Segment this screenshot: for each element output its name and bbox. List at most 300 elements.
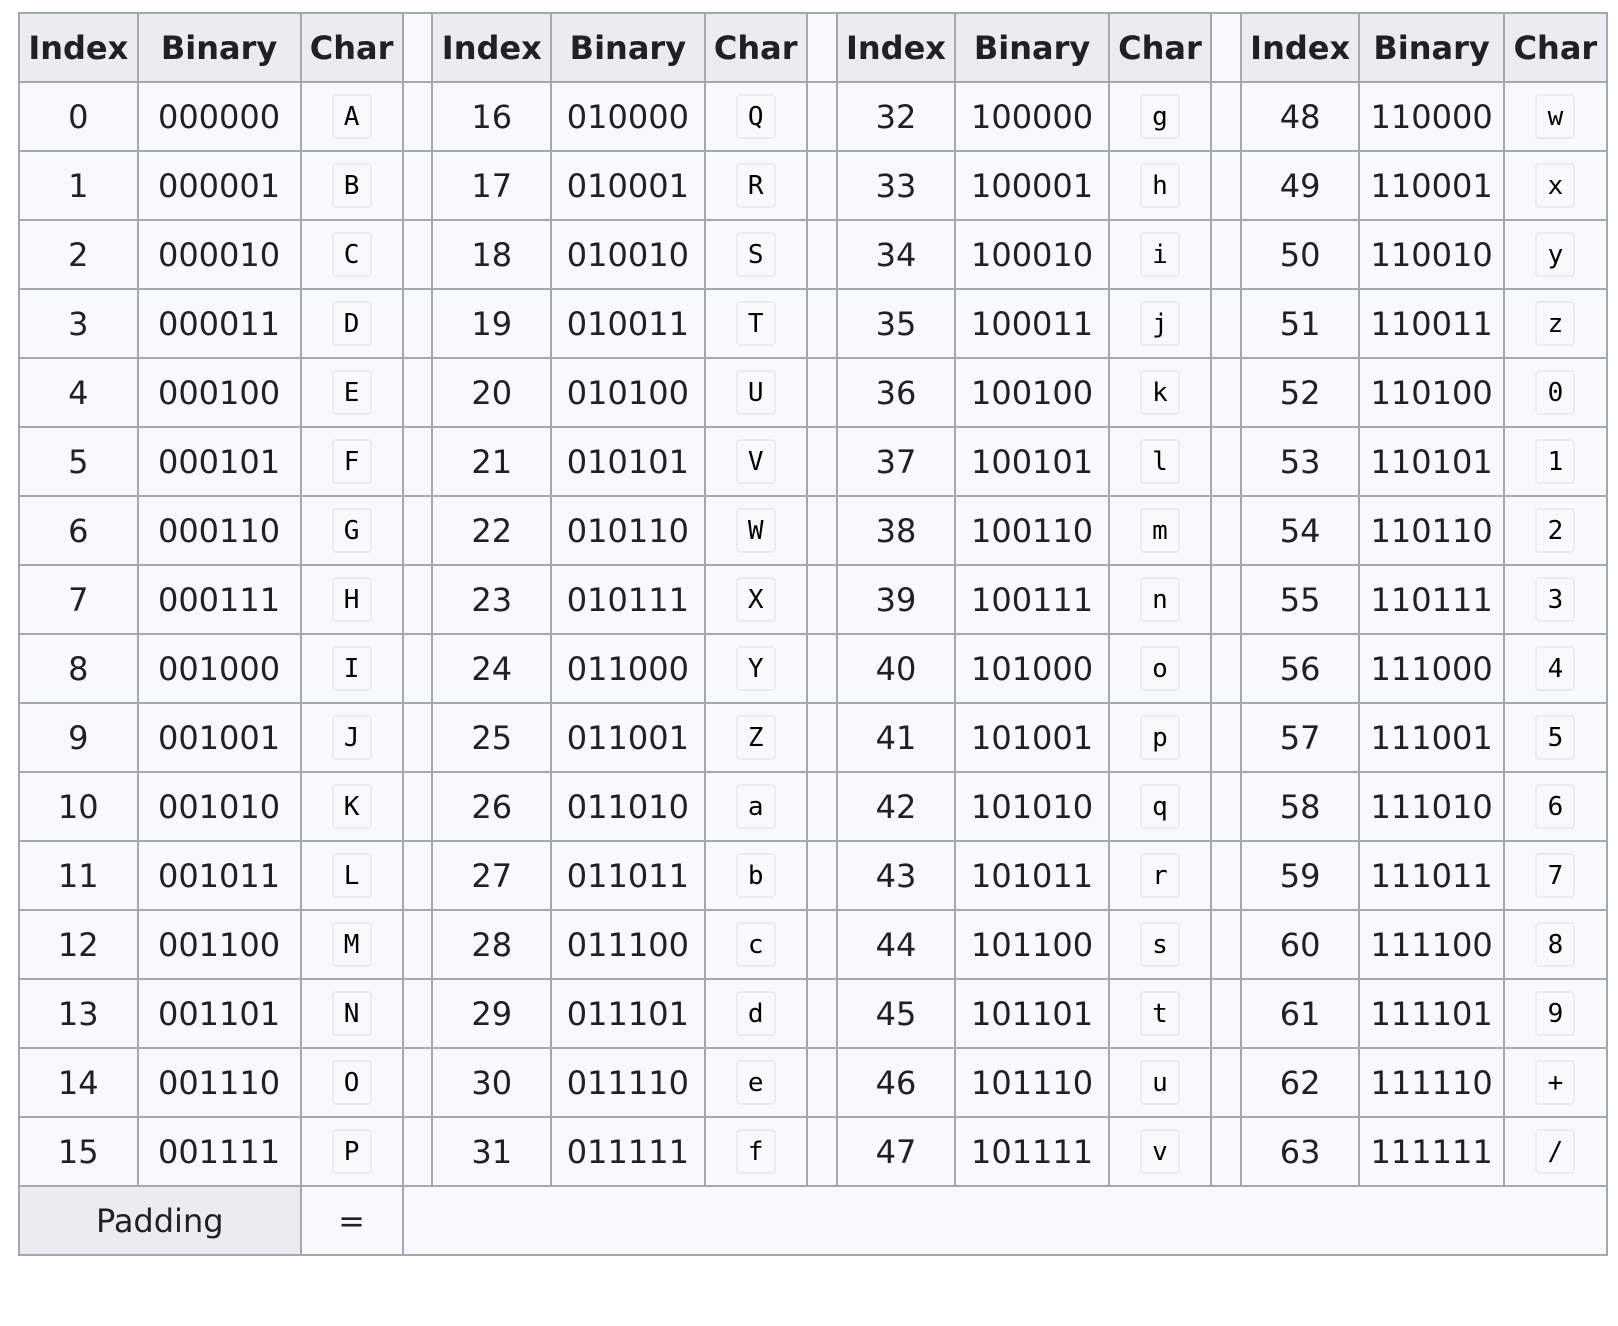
group-separator — [1211, 220, 1241, 289]
table-row — [19, 979, 1607, 1048]
binary-cell: 111100 — [1359, 910, 1503, 979]
index-cell: 12 — [19, 910, 138, 979]
char-cell — [301, 910, 403, 979]
char-code: c — [736, 922, 776, 967]
group-separator — [1211, 910, 1241, 979]
char-code: I — [332, 646, 372, 691]
index-cell: 63 — [1241, 1117, 1360, 1186]
char-cell — [705, 979, 807, 1048]
binary-cell: 001110 — [138, 1048, 301, 1117]
binary-cell: 110100 — [1359, 358, 1503, 427]
index-cell: 26 — [432, 772, 551, 841]
table-row — [19, 82, 1607, 151]
char-cell — [1504, 841, 1607, 910]
index-cell: 4 — [19, 358, 138, 427]
char-cell — [1109, 910, 1211, 979]
char-cell — [301, 496, 403, 565]
padding-filler — [403, 1186, 1607, 1255]
char-cell — [1109, 82, 1211, 151]
group-separator — [807, 496, 837, 565]
index-cell: 50 — [1241, 220, 1360, 289]
header-row — [19, 13, 1607, 82]
char-code: x — [1535, 163, 1575, 208]
char-code: m — [1140, 508, 1180, 553]
index-cell: 20 — [432, 358, 551, 427]
char-code: u — [1140, 1060, 1180, 1105]
group-separator — [807, 13, 837, 82]
group-separator — [403, 151, 433, 220]
group-separator — [1211, 1117, 1241, 1186]
char-cell — [705, 496, 807, 565]
index-cell: 43 — [837, 841, 956, 910]
char-cell — [1109, 634, 1211, 703]
char-cell — [705, 772, 807, 841]
char-code: 8 — [1535, 922, 1575, 967]
index-cell: 7 — [19, 565, 138, 634]
binary-cell: 001001 — [138, 703, 301, 772]
char-code: E — [332, 370, 372, 415]
char-code: q — [1140, 784, 1180, 829]
group-separator — [1211, 565, 1241, 634]
char-cell — [705, 565, 807, 634]
index-cell: 53 — [1241, 427, 1360, 496]
group-separator — [1211, 13, 1241, 82]
char-code: F — [332, 439, 372, 484]
char-code: X — [736, 577, 776, 622]
binary-cell: 011111 — [551, 1117, 705, 1186]
index-cell: 15 — [19, 1117, 138, 1186]
binary-cell: 111011 — [1359, 841, 1503, 910]
char-code: j — [1140, 301, 1180, 346]
binary-cell: 101001 — [955, 703, 1109, 772]
char-cell — [705, 703, 807, 772]
binary-cell: 110101 — [1359, 427, 1503, 496]
index-cell: 9 — [19, 703, 138, 772]
binary-cell: 000011 — [138, 289, 301, 358]
binary-cell: 010111 — [551, 565, 705, 634]
index-cell: 32 — [837, 82, 956, 151]
group-separator — [1211, 496, 1241, 565]
char-cell — [301, 289, 403, 358]
index-cell: 24 — [432, 634, 551, 703]
binary-cell: 100001 — [955, 151, 1109, 220]
padding-char: = — [301, 1186, 403, 1255]
binary-cell: 101011 — [955, 841, 1109, 910]
char-code: e — [736, 1060, 776, 1105]
index-cell: 47 — [837, 1117, 956, 1186]
group-separator — [403, 13, 433, 82]
group-separator — [403, 841, 433, 910]
index-cell: 28 — [432, 910, 551, 979]
binary-cell: 101010 — [955, 772, 1109, 841]
binary-cell: 100011 — [955, 289, 1109, 358]
char-code: U — [736, 370, 776, 415]
table-row — [19, 703, 1607, 772]
padding-label: Padding — [19, 1186, 301, 1255]
group-separator — [1211, 979, 1241, 1048]
group-separator — [807, 358, 837, 427]
index-cell: 11 — [19, 841, 138, 910]
index-cell: 40 — [837, 634, 956, 703]
index-cell: 35 — [837, 289, 956, 358]
index-cell: 46 — [837, 1048, 956, 1117]
char-cell — [1109, 565, 1211, 634]
char-cell — [1109, 496, 1211, 565]
header-binary-g3: Binary — [1359, 13, 1503, 82]
table-body — [19, 82, 1607, 1255]
char-cell — [301, 565, 403, 634]
index-cell: 1 — [19, 151, 138, 220]
char-code: 2 — [1535, 508, 1575, 553]
char-code: L — [332, 853, 372, 898]
group-separator — [403, 358, 433, 427]
char-code: K — [332, 784, 372, 829]
group-separator — [1211, 427, 1241, 496]
group-separator — [403, 703, 433, 772]
binary-cell: 011001 — [551, 703, 705, 772]
char-code: f — [736, 1129, 776, 1174]
binary-cell: 110110 — [1359, 496, 1503, 565]
group-separator — [1211, 1048, 1241, 1117]
header-index-g3: Index — [1241, 13, 1360, 82]
binary-cell: 011100 — [551, 910, 705, 979]
group-separator — [807, 82, 837, 151]
binary-cell: 011101 — [551, 979, 705, 1048]
binary-cell: 100110 — [955, 496, 1109, 565]
index-cell: 49 — [1241, 151, 1360, 220]
binary-cell: 001101 — [138, 979, 301, 1048]
char-code: l — [1140, 439, 1180, 484]
index-cell: 30 — [432, 1048, 551, 1117]
char-code: w — [1535, 94, 1575, 139]
char-cell — [705, 427, 807, 496]
char-code: + — [1535, 1060, 1575, 1105]
table-row — [19, 151, 1607, 220]
char-cell — [1504, 82, 1607, 151]
char-cell — [1109, 979, 1211, 1048]
char-code: 6 — [1535, 784, 1575, 829]
group-separator — [807, 979, 837, 1048]
group-separator — [1211, 703, 1241, 772]
binary-cell: 101110 — [955, 1048, 1109, 1117]
index-cell: 56 — [1241, 634, 1360, 703]
char-code: M — [332, 922, 372, 967]
binary-cell: 010000 — [551, 82, 705, 151]
header-char-g1: Char — [705, 13, 807, 82]
binary-cell: 110011 — [1359, 289, 1503, 358]
group-separator — [1211, 82, 1241, 151]
char-code: 7 — [1535, 853, 1575, 898]
char-code: h — [1140, 163, 1180, 208]
char-cell — [301, 1117, 403, 1186]
table-row — [19, 289, 1607, 358]
index-cell: 51 — [1241, 289, 1360, 358]
table-row — [19, 427, 1607, 496]
char-code: A — [332, 94, 372, 139]
binary-cell: 001111 — [138, 1117, 301, 1186]
binary-cell: 000101 — [138, 427, 301, 496]
char-code: y — [1535, 232, 1575, 277]
binary-cell: 010101 — [551, 427, 705, 496]
binary-cell: 101111 — [955, 1117, 1109, 1186]
char-code: S — [736, 232, 776, 277]
binary-cell: 111010 — [1359, 772, 1503, 841]
group-separator — [403, 565, 433, 634]
index-cell: 31 — [432, 1117, 551, 1186]
binary-cell: 100101 — [955, 427, 1109, 496]
index-cell: 21 — [432, 427, 551, 496]
binary-cell: 110111 — [1359, 565, 1503, 634]
index-cell: 5 — [19, 427, 138, 496]
char-code: g — [1140, 94, 1180, 139]
header-char-g2: Char — [1109, 13, 1211, 82]
char-code: 3 — [1535, 577, 1575, 622]
header-binary-g1: Binary — [551, 13, 705, 82]
char-cell — [1504, 496, 1607, 565]
char-cell — [1504, 1048, 1607, 1117]
table-row — [19, 841, 1607, 910]
char-code: k — [1140, 370, 1180, 415]
index-cell: 25 — [432, 703, 551, 772]
char-cell — [1504, 1117, 1607, 1186]
binary-cell: 100111 — [955, 565, 1109, 634]
index-cell: 6 — [19, 496, 138, 565]
group-separator — [807, 1048, 837, 1117]
char-code: B — [332, 163, 372, 208]
index-cell: 36 — [837, 358, 956, 427]
char-code: / — [1535, 1129, 1575, 1174]
binary-cell: 110010 — [1359, 220, 1503, 289]
binary-cell: 000010 — [138, 220, 301, 289]
group-separator — [807, 841, 837, 910]
group-separator — [1211, 772, 1241, 841]
index-cell: 18 — [432, 220, 551, 289]
header-index-g1: Index — [432, 13, 551, 82]
char-cell — [301, 82, 403, 151]
char-code: H — [332, 577, 372, 622]
group-separator — [403, 289, 433, 358]
index-cell: 19 — [432, 289, 551, 358]
index-cell: 10 — [19, 772, 138, 841]
index-cell: 60 — [1241, 910, 1360, 979]
binary-cell: 001000 — [138, 634, 301, 703]
char-cell — [1109, 772, 1211, 841]
char-code: R — [736, 163, 776, 208]
char-cell — [1504, 220, 1607, 289]
binary-cell: 100000 — [955, 82, 1109, 151]
char-code: d — [736, 991, 776, 1036]
char-code: n — [1140, 577, 1180, 622]
index-cell: 58 — [1241, 772, 1360, 841]
group-separator — [403, 979, 433, 1048]
binary-cell: 000000 — [138, 82, 301, 151]
table-row — [19, 910, 1607, 979]
char-cell — [1504, 358, 1607, 427]
group-separator — [807, 1117, 837, 1186]
char-code: Y — [736, 646, 776, 691]
char-cell — [1109, 427, 1211, 496]
char-cell — [1109, 1048, 1211, 1117]
index-cell: 2 — [19, 220, 138, 289]
char-code: r — [1140, 853, 1180, 898]
char-code: 9 — [1535, 991, 1575, 1036]
char-code: W — [736, 508, 776, 553]
binary-cell: 001100 — [138, 910, 301, 979]
index-cell: 39 — [837, 565, 956, 634]
binary-cell: 111001 — [1359, 703, 1503, 772]
index-cell: 41 — [837, 703, 956, 772]
index-cell: 16 — [432, 82, 551, 151]
index-cell: 3 — [19, 289, 138, 358]
index-cell: 0 — [19, 82, 138, 151]
index-cell: 44 — [837, 910, 956, 979]
binary-cell: 001010 — [138, 772, 301, 841]
char-cell — [1504, 910, 1607, 979]
char-cell — [1109, 220, 1211, 289]
char-code: Z — [736, 715, 776, 760]
index-cell: 38 — [837, 496, 956, 565]
group-separator — [807, 151, 837, 220]
group-separator — [1211, 289, 1241, 358]
char-code: D — [332, 301, 372, 346]
index-cell: 17 — [432, 151, 551, 220]
binary-cell: 000111 — [138, 565, 301, 634]
char-code: T — [736, 301, 776, 346]
group-separator — [403, 1117, 433, 1186]
binary-cell: 011000 — [551, 634, 705, 703]
header-binary-g2: Binary — [955, 13, 1109, 82]
group-separator — [1211, 151, 1241, 220]
index-cell: 48 — [1241, 82, 1360, 151]
char-cell — [1504, 289, 1607, 358]
index-cell: 54 — [1241, 496, 1360, 565]
binary-cell: 000001 — [138, 151, 301, 220]
char-cell — [1109, 1117, 1211, 1186]
char-cell — [301, 1048, 403, 1117]
binary-cell: 101101 — [955, 979, 1109, 1048]
char-cell — [1504, 565, 1607, 634]
group-separator — [403, 82, 433, 151]
char-cell — [1504, 151, 1607, 220]
index-cell: 27 — [432, 841, 551, 910]
index-cell: 52 — [1241, 358, 1360, 427]
char-cell — [705, 1048, 807, 1117]
char-cell — [1504, 427, 1607, 496]
index-cell: 62 — [1241, 1048, 1360, 1117]
char-cell — [1504, 703, 1607, 772]
char-code: N — [332, 991, 372, 1036]
index-cell: 14 — [19, 1048, 138, 1117]
char-code: G — [332, 508, 372, 553]
char-cell — [705, 358, 807, 427]
char-cell — [301, 358, 403, 427]
header-char-g0: Char — [301, 13, 403, 82]
header-index-g2: Index — [837, 13, 956, 82]
table-row — [19, 1117, 1607, 1186]
table-row — [19, 634, 1607, 703]
char-code: 0 — [1535, 370, 1575, 415]
index-cell: 37 — [837, 427, 956, 496]
char-code: t — [1140, 991, 1180, 1036]
binary-cell: 000110 — [138, 496, 301, 565]
char-cell — [1109, 151, 1211, 220]
char-cell — [301, 841, 403, 910]
index-cell: 42 — [837, 772, 956, 841]
binary-cell: 010011 — [551, 289, 705, 358]
group-separator — [403, 772, 433, 841]
header-char-g3: Char — [1504, 13, 1607, 82]
group-separator — [1211, 841, 1241, 910]
char-cell — [705, 220, 807, 289]
group-separator — [403, 910, 433, 979]
index-cell: 59 — [1241, 841, 1360, 910]
char-code: P — [332, 1129, 372, 1174]
char-cell — [1109, 358, 1211, 427]
char-cell — [1109, 841, 1211, 910]
char-cell — [1109, 703, 1211, 772]
group-separator — [403, 427, 433, 496]
group-separator — [807, 772, 837, 841]
index-cell: 29 — [432, 979, 551, 1048]
binary-cell: 010100 — [551, 358, 705, 427]
binary-cell: 010001 — [551, 151, 705, 220]
table-row — [19, 358, 1607, 427]
index-cell: 23 — [432, 565, 551, 634]
char-code: V — [736, 439, 776, 484]
binary-cell: 101100 — [955, 910, 1109, 979]
char-code: J — [332, 715, 372, 760]
binary-cell: 101000 — [955, 634, 1109, 703]
binary-cell: 011010 — [551, 772, 705, 841]
char-cell — [1504, 979, 1607, 1048]
table-row — [19, 496, 1607, 565]
base64-index-table — [18, 12, 1608, 1256]
char-cell — [301, 151, 403, 220]
char-code: v — [1140, 1129, 1180, 1174]
group-separator — [807, 910, 837, 979]
char-code: z — [1535, 301, 1575, 346]
char-cell — [705, 841, 807, 910]
binary-cell: 010110 — [551, 496, 705, 565]
char-cell — [301, 427, 403, 496]
char-code: s — [1140, 922, 1180, 967]
binary-cell: 111101 — [1359, 979, 1503, 1048]
binary-cell: 100010 — [955, 220, 1109, 289]
char-cell — [301, 703, 403, 772]
binary-cell: 001011 — [138, 841, 301, 910]
char-cell — [705, 289, 807, 358]
char-code: 1 — [1535, 439, 1575, 484]
index-cell: 55 — [1241, 565, 1360, 634]
char-cell — [1504, 634, 1607, 703]
char-code: Q — [736, 94, 776, 139]
table-row — [19, 1048, 1607, 1117]
char-cell — [1504, 772, 1607, 841]
group-separator — [403, 634, 433, 703]
table-row — [19, 565, 1607, 634]
binary-cell: 010010 — [551, 220, 705, 289]
char-code: b — [736, 853, 776, 898]
char-cell — [705, 910, 807, 979]
group-separator — [403, 496, 433, 565]
table-row — [19, 772, 1607, 841]
table-row — [19, 220, 1607, 289]
char-code: 4 — [1535, 646, 1575, 691]
char-cell — [705, 82, 807, 151]
char-code: O — [332, 1060, 372, 1105]
index-cell: 22 — [432, 496, 551, 565]
base64-table-container — [18, 12, 1608, 1256]
